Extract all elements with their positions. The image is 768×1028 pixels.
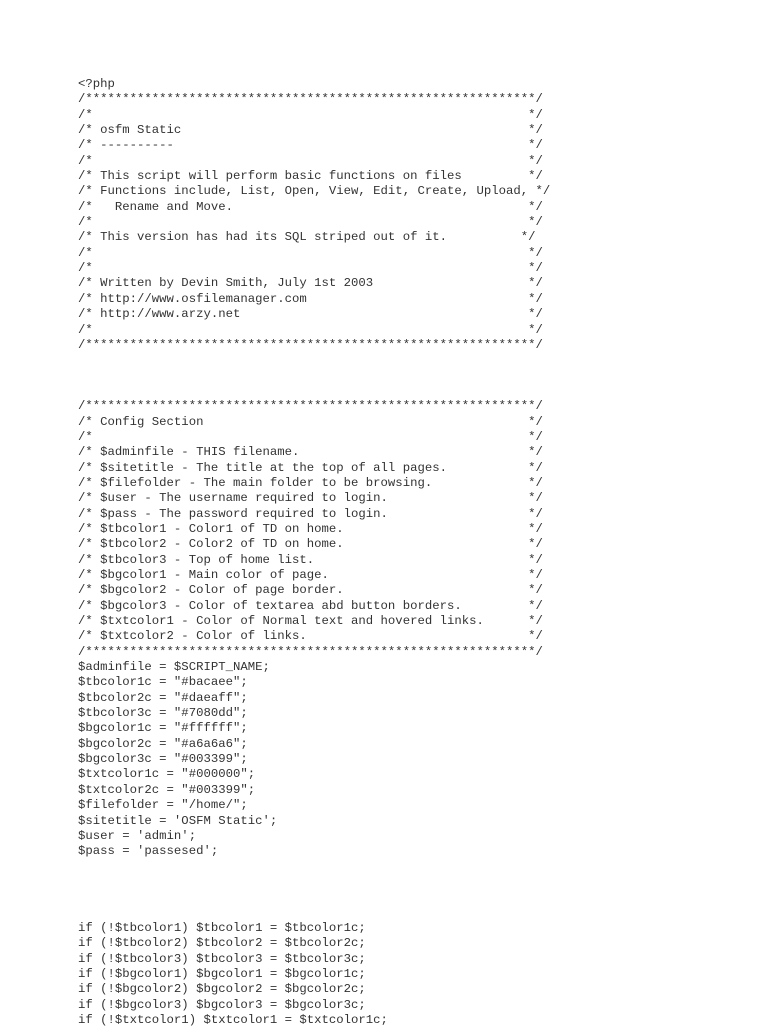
blank-line bbox=[78, 890, 598, 905]
code-line: /*************************************************************/ bbox=[78, 399, 543, 414]
code-line: /* Rename and Move. */ bbox=[78, 199, 543, 214]
code-line: $user = 'admin'; bbox=[78, 828, 197, 843]
code-line: /* Config Section */ bbox=[78, 414, 543, 429]
code-line: /* This script will perform basic functions on files */ bbox=[78, 169, 543, 184]
code-line: /* $filefolder - The main folder to be browsing. */ bbox=[78, 475, 543, 490]
blank-line bbox=[78, 369, 598, 384]
code-line: if (!$bgcolor1) $bgcolor1 = $bgcolor1c; bbox=[78, 966, 366, 981]
code-line: if (!$txtcolor1) $txtcolor1 = $txtcolor1c; bbox=[78, 1012, 388, 1027]
code-line: $adminfile = $SCRIPT_NAME; bbox=[78, 660, 270, 675]
code-line: /*************************************************************/ bbox=[78, 337, 543, 352]
blank-line bbox=[78, 875, 598, 890]
code-line: $txtcolor1c = "#000000"; bbox=[78, 767, 256, 782]
code-line: /* This version has had its SQL striped out of it. */ bbox=[78, 230, 536, 245]
code-line: if (!$tbcolor1) $tbcolor1 = $tbcolor1c; bbox=[78, 920, 366, 935]
code-line: $pass = 'passesed'; bbox=[78, 844, 219, 859]
code-line: /* Functions include, List, Open, View, Edit, Create, Upload, */ bbox=[78, 184, 551, 199]
code-line: /* */ bbox=[78, 153, 543, 168]
code-line: /* */ bbox=[78, 245, 543, 260]
code-line: $sitetitle = 'OSFM Static'; bbox=[78, 813, 278, 828]
code-line: $tbcolor2c = "#daeaff"; bbox=[78, 690, 248, 705]
code-line: /* */ bbox=[78, 261, 543, 276]
code-line: /* $pass - The password required to login. */ bbox=[78, 506, 543, 521]
code-document bbox=[78, 77, 598, 1028]
code-line: $bgcolor3c = "#003399"; bbox=[78, 752, 248, 767]
code-line: if (!$bgcolor2) $bgcolor2 = $bgcolor2c; bbox=[78, 982, 366, 997]
blank-line bbox=[78, 860, 598, 875]
code-line: /* $txtcolor1 - Color of Normal text and hovered links. */ bbox=[78, 614, 543, 629]
code-line: $txtcolor2c = "#003399"; bbox=[78, 782, 256, 797]
code-line: /* */ bbox=[78, 429, 543, 444]
code-line: /*************************************************************/ bbox=[78, 644, 543, 659]
code-line: /* $sitetitle - The title at the top of all pages. */ bbox=[78, 460, 543, 475]
code-line: /* http://www.arzy.net */ bbox=[78, 307, 543, 322]
code-line: /* */ bbox=[78, 322, 543, 337]
code-line: $tbcolor3c = "#7080dd"; bbox=[78, 706, 248, 721]
code-line: /* */ bbox=[78, 215, 543, 230]
code-line: /* $user - The username required to login. */ bbox=[78, 491, 543, 506]
code-line: if (!$tbcolor2) $tbcolor2 = $tbcolor2c; bbox=[78, 936, 366, 951]
code-line: if (!$bgcolor3) $bgcolor3 = $bgcolor3c; bbox=[78, 997, 366, 1012]
code-line: /* $bgcolor1 - Main color of page. */ bbox=[78, 568, 543, 582]
code-line: $bgcolor2c = "#a6a6a6"; bbox=[78, 736, 248, 751]
code-line: /* Written by Devin Smith, July 1st 2003 */ bbox=[78, 276, 543, 291]
code-line: /* ---------- */ bbox=[78, 138, 543, 153]
code-line: /* $tbcolor2 - Color2 of TD on home. */ bbox=[78, 537, 543, 552]
code-line: /* $txtcolor2 - Color of links. */ bbox=[78, 629, 543, 644]
code-line: /* http://www.osfilemanager.com */ bbox=[78, 291, 543, 306]
code-line: $filefolder = "/home/"; bbox=[78, 798, 248, 813]
code-line: /* $tbcolor1 - Color1 of TD on home. */ bbox=[78, 521, 543, 536]
code-line: /* $bgcolor3 - Color of textarea abd button borders. */ bbox=[78, 598, 543, 613]
code-line: /*************************************************************/ bbox=[78, 92, 543, 107]
code-line: /* osfm Static */ bbox=[78, 123, 543, 138]
code-line: /* $bgcolor2 - Color of page border. */ bbox=[78, 583, 543, 598]
code-line: /* */ bbox=[78, 107, 543, 122]
code-line: <?php bbox=[78, 77, 115, 91]
code-line: if (!$tbcolor3) $tbcolor3 = $tbcolor3c; bbox=[78, 951, 366, 966]
blank-line bbox=[78, 906, 598, 921]
code-line: $tbcolor1c = "#bacaee"; bbox=[78, 675, 248, 690]
blank-line bbox=[78, 384, 598, 399]
code-line: $bgcolor1c = "#ffffff"; bbox=[78, 721, 248, 736]
code-line: /* $adminfile - THIS filename. */ bbox=[78, 445, 543, 460]
blank-line bbox=[78, 353, 598, 368]
code-line: /* $tbcolor3 - Top of home list. */ bbox=[78, 552, 543, 567]
